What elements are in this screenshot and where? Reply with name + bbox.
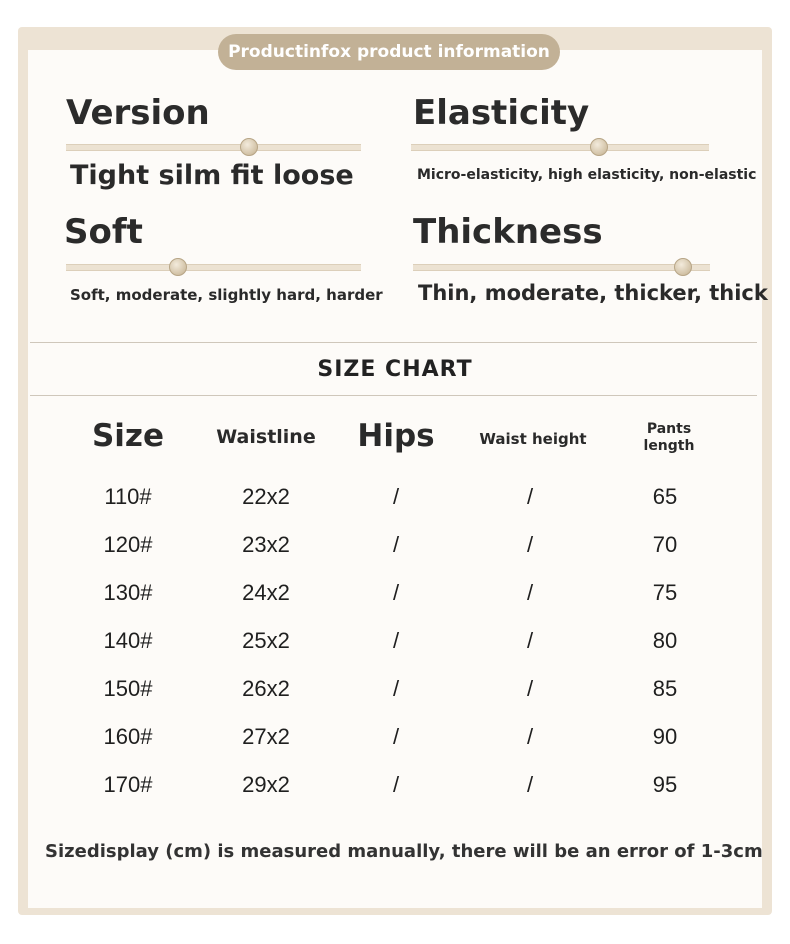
version-slider-track (66, 144, 361, 151)
table-cell: / (526, 772, 534, 797)
table-cell: 160# (103, 724, 153, 749)
column-header-hips: Hips (357, 418, 435, 454)
divider-top (30, 342, 757, 343)
table-cell: 140# (103, 628, 153, 653)
size-chart-title: SIZE CHART (317, 357, 473, 382)
table-cell: 29x2 (242, 772, 290, 797)
table-cell: / (526, 484, 534, 509)
version-description: Tight silm fit loose (70, 160, 354, 191)
table-cell: / (526, 676, 534, 701)
elasticity-slider-track (411, 144, 709, 151)
table-cell: 95 (652, 772, 678, 797)
table-cell: 25x2 (242, 628, 290, 653)
table-cell: / (392, 772, 400, 797)
table-cell: 130# (103, 580, 153, 605)
thickness-description: Thin, moderate, thicker, thick (418, 281, 768, 305)
table-cell: / (526, 628, 534, 653)
table-cell: 65 (652, 484, 678, 509)
version-title: Version (66, 93, 210, 133)
table-cell: 27x2 (242, 724, 290, 749)
table-cell: 150# (103, 676, 153, 701)
table-cell: / (392, 724, 400, 749)
table-cell: 70 (652, 532, 678, 557)
table-cell: 24x2 (242, 580, 290, 605)
table-cell: 120# (103, 532, 153, 557)
table-cell: 22x2 (242, 484, 290, 509)
table-cell: 75 (652, 580, 678, 605)
column-header-size: Size (91, 418, 165, 454)
column-header-waist-height: Waist height (479, 430, 587, 448)
product-info-header: Productinfox product information (218, 34, 560, 70)
version-slider-knob (240, 138, 258, 156)
table-cell: 23x2 (242, 532, 290, 557)
table-cell: / (526, 724, 534, 749)
column-header-pants-length: Pants length (643, 421, 695, 454)
table-cell: / (392, 580, 400, 605)
table-cell: 170# (103, 772, 153, 797)
table-cell: / (526, 580, 534, 605)
table-cell: 26x2 (242, 676, 290, 701)
table-cell: / (392, 676, 400, 701)
column-header-waistline: Waistline (216, 426, 316, 448)
table-cell: 90 (652, 724, 678, 749)
divider-bottom (30, 395, 757, 396)
table-cell: / (392, 532, 400, 557)
elasticity-title: Elasticity (413, 93, 590, 133)
elasticity-description: Micro-elasticity, high elasticity, non-elastic (417, 167, 757, 183)
table-cell: 110# (104, 484, 152, 509)
table-cell: 80 (652, 628, 678, 653)
table-cell: / (392, 484, 400, 509)
measurement-footnote: Sizedisplay (cm) is measured manually, there will be an error of 1-3cm (45, 841, 763, 862)
thickness-slider-track (413, 264, 710, 271)
soft-title: Soft (64, 212, 143, 252)
thickness-title: Thickness (413, 212, 603, 252)
elasticity-slider-knob (590, 138, 608, 156)
table-cell: / (392, 628, 400, 653)
table-cell: 85 (652, 676, 678, 701)
soft-description: Soft, moderate, slightly hard, harder (70, 286, 383, 304)
soft-slider-track (66, 264, 361, 271)
soft-slider-knob (169, 258, 187, 276)
table-cell: / (526, 532, 534, 557)
